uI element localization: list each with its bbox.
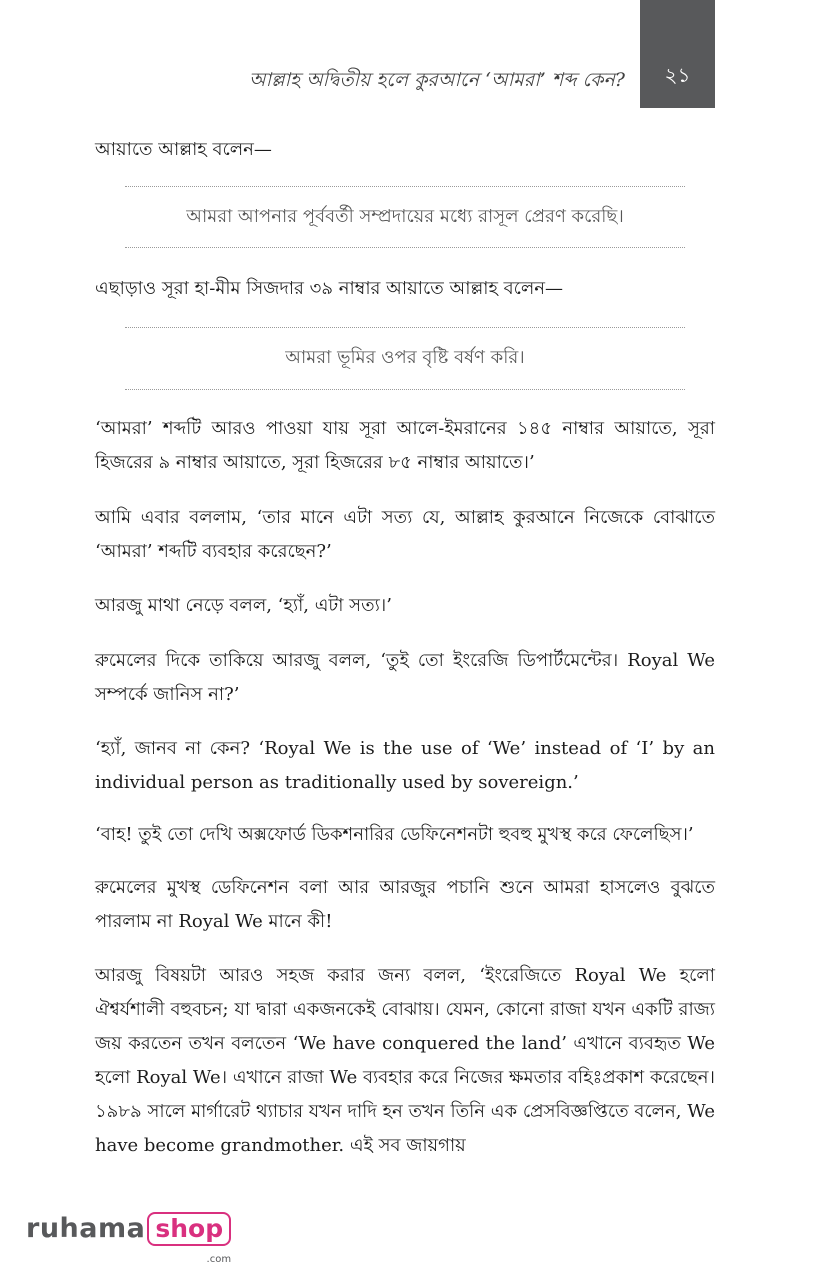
paragraph: ‘হ্যাঁ, জানব না কেন? ‘Royal We is the use of ‘We’ instead of ‘I’ by an individual person as traditionally used by sovereign.’ — [95, 738, 715, 793]
quote-text: আমরা আপনার পূর্ববর্তী সম্প্রদায়ের মধ্যে রাসূল প্রেরণ করেছি। — [186, 205, 624, 227]
quote-block — [125, 186, 685, 248]
page-number-tab — [640, 0, 715, 108]
paragraph: এছাড়াও সূরা হা-মীম সিজদার ৩৯ নাম্বার আয়াতে আল্লাহ বলেন— — [95, 278, 564, 299]
ruhama-shop-logo — [26, 1212, 232, 1265]
paragraph: ‘আমরা’ শব্দটি আরও পাওয়া যায় সূরা আলে-ইমরানের ১৪৫ নাম্বার আয়াতে, সূরা হিজরের ৯ নাম্বার আয়াতে, সূরা হিজরের ৮৫ নাম্বার আয়াতে।’ — [95, 418, 715, 473]
paragraph: আরজু মাথা নেড়ে বলল, ‘হ্যাঁ, এটা সত্য।’ — [95, 595, 392, 616]
paragraph: আয়াতে আল্লাহ বলেন— — [95, 139, 272, 160]
paragraph: রুমেলের মুখস্থ ডেফিনেশন বলা আর আরজুর পচানি শুনে আমরা হাসলেও বুঝতে পারলাম না Royal We মানে কী! — [95, 877, 715, 932]
logo-domain-text: .com — [206, 1254, 232, 1265]
logo-brand-text: ruhama — [26, 1213, 146, 1244]
quote-text: আমরা ভূমির ওপর বৃষ্টি বর্ষণ করি। — [285, 347, 525, 368]
paragraph: আরজু বিষয়টা আরও সহজ করার জন্য বলল, ‘ইংরেজিতে Royal We হলো ঐশ্বর্যশালী বহুবচন; যা দ্বারা একজনকেই বোঝায়। যেমন, কোনো রাজা যখন একটি রাজ্য জয় করতেন তখন বলতেন ‘We have conquered the land’ এখানে ব্যবহৃত We হলো Royal We। এখানে রাজা We ব্যবহার করে নিজের ক্ষমতার বহিঃপ্রকাশ করেছেন। ১৯৮৯ সালে মার্গারেট থ্যাচার যখন দাদি হন তখন তিনি এক প্রেসবিজ্ঞপ্তিতে বলেন, We have become grandmother. এই সব জায়গায় — [95, 965, 715, 1156]
page-number: ২১ — [664, 63, 691, 87]
logo-shop-badge — [147, 1212, 232, 1265]
quote-block — [125, 327, 685, 390]
paragraph: ‘বাহ! তুই তো দেখি অক্সফোর্ড ডিকশনারির ডেফিনেশনটা হুবহু মুখস্থ করে ফেলেছিস।’ — [95, 824, 694, 845]
logo-shop-text: shop — [155, 1214, 224, 1243]
running-header: আল্লাহ অদ্বিতীয় হলে কুরআনে ‘আমরা’ শব্দ কেন? — [249, 69, 625, 91]
paragraph: আমি এবার বললাম, ‘তার মানে এটা সত্য যে, আল্লাহ কুরআনে নিজেকে বোঝাতে ‘আমরা’ শব্দটি ব্যবহার করেছেন?’ — [95, 507, 715, 562]
paragraph: রুমেলের দিকে তাকিয়ে আরজু বলল, ‘তুই তো ইংরেজি ডিপার্টমেন্টের। Royal We সম্পর্কে জানিস না?’ — [95, 650, 715, 705]
